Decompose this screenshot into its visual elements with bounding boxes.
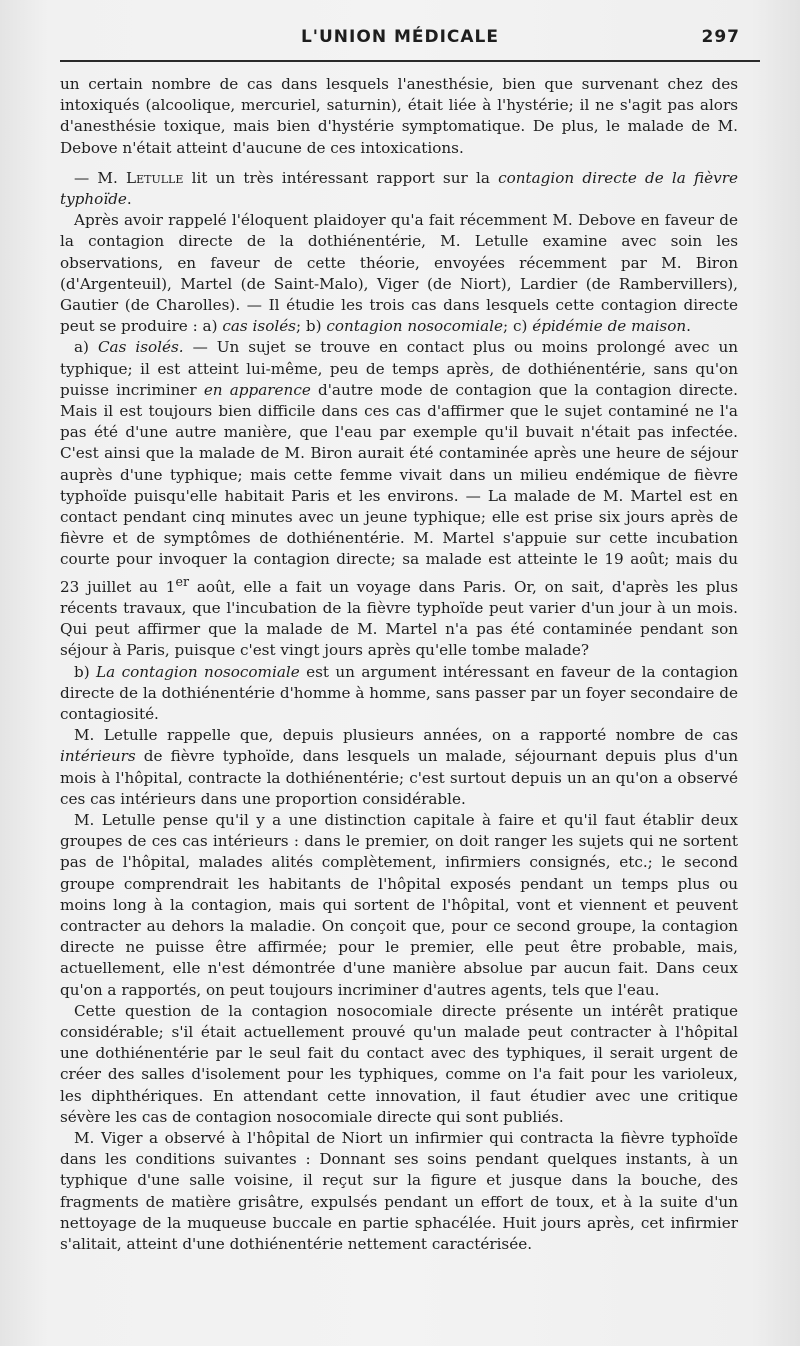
paragraph-isolement: Cette question de la contagion nosocomiale directe présente un intérêt pratique considérable; s'il était actuellement prouvé qu'un malade peut contracter à l'hôpital une dothiénentérie par le seul fait du contact avec des typhiques, il serait urgent de créer des salles d'isolement pour les typhiques, comme on l'a fait pour les varioleux, les diphthériques. En attendant cette innovation, il faut étudier avec une critique sévère les cas de contagion nosocomiale directe qui sont publiés. bbox=[60, 1001, 738, 1126]
paragraph-letulle-report bbox=[60, 168, 738, 210]
report-title: contagion directe de la fièvre typhoïde bbox=[60, 168, 738, 209]
text-segment: ; c) bbox=[503, 317, 533, 336]
ordinal-number: 1 bbox=[165, 577, 176, 596]
section-label: b) bbox=[74, 662, 97, 681]
ordinal-suffix: er bbox=[175, 573, 189, 589]
case-type-c: épidémie de maison bbox=[532, 317, 687, 336]
case-type-b: contagion nosocomiale bbox=[326, 317, 503, 336]
text-segment: août, elle a fait un voyage dans Paris. Or, on sait, d'après les plus récents travaux, que l'incubation de la fièvre typhoïde peut varier d'un jour à un mois. Qui peut affirmer que la malade de M. Martel n'a pas été contaminée pendant son séjour à Paris, puisque c'est vingt jours après qu'elle tombe malade? bbox=[60, 577, 738, 660]
paragraph-cas-interieurs bbox=[60, 725, 738, 810]
section-label: a) bbox=[74, 338, 98, 357]
article-body bbox=[60, 74, 738, 1255]
text-segment: de fièvre typhoïde, dans lesquels un malade, séjournant depuis plus d'un mois à l'hôpital, contracte la dothiénentérie; c'est surtout depuis un an qu'on a observé ces cas intérieurs dans une proportion considérable. bbox=[60, 747, 738, 808]
running-head bbox=[60, 27, 740, 53]
section-heading: Cas isolés. bbox=[97, 338, 184, 357]
text-segment: — Un sujet se trouve en contact plus ou moins prolongé avec un typhique; il est atteint lui-même, peu de temps après, de dothiénentérie, sans qu'on puisse incriminer bbox=[60, 338, 739, 399]
paragraph-deux-groupes: M. Letulle pense qu'il y a une distinction capitale à faire et qu'il faut établir deux groupes de ces cas intérieurs : dans le premier, on doit ranger les sujets qui ne sortent pas de l'hôpital, malades alités complètement, infirmiers consignés, etc.; le second groupe comprendrait les habitants de l'hôpital exposés pendant un temps plus ou moins long à la contagion, mais qui sortent de l'hôpital, vont et viennent et peuvent contracter au dehors la maladie. On conçoit que, pour ce second groupe, la contagion directe ne puisse être affirmée; pour le premier, elle peut être probable, mais, actuellement, elle n'est démontrée d'une manière absolue par aucun fait. Dans ceux qu'on a rapportés, on peut toujours incriminer d'autres agents, tels que l'eau. bbox=[60, 810, 738, 999]
text-segment: est un argument intéressant en faveur de la contagion directe de la dothiénentérie d'homme à homme, sans passer par un foyer secondaire de contagiosité. bbox=[60, 662, 739, 723]
italic-phrase: en apparence bbox=[203, 380, 311, 399]
text-segment: . bbox=[686, 317, 691, 336]
text-segment: ; b) bbox=[295, 317, 327, 336]
paragraph-observations bbox=[60, 210, 738, 337]
paragraph-nosocomiale bbox=[60, 662, 738, 726]
text-segment: Après avoir rappelé l'éloquent plaidoyer qu'a fait récemment M. Debove en faveur de la contagion directe de la dothiénentérie, M. Letulle examine avec soin les observations, en faveur de cette théorie, envoyées récemment par M. Biron (d'Argenteuil), Martel (de Saint-Malo), Viger (de Niort), Lardier (de Rambervillers), Gautier (de Charolles). — Il étudie les trois cas dans lesquels cette contagion directe peut se produire : a) bbox=[60, 211, 738, 336]
text-segment: lit un très intéressant rapport sur la bbox=[183, 168, 499, 187]
paragraph-continuation: un certain nombre de cas dans lesquels l'anesthésie, bien que survenant chez des intoxiqués (alcoolique, mercuriel, saturnin), était liée à l'hystérie; il ne s'agit pas alors d'anesthésie toxique, mais bien d'hystérie symptomatique. De plus, le malade de M. Debove n'était atteint d'aucune de ces intoxications. bbox=[60, 75, 738, 157]
paragraph-viger: M. Viger a observé à l'hôpital de Niort un infirmier qui contracta la fièvre typhoïde dans les conditions suivantes : Donnant ses soins pendant quelques instants, à un typhique d'une salle voisine, il reçut sur la figure et jusque dans la bouche, des fragments de matière grisâtre, expulsés pendant un effort de toux, et à la suite d'un nettoyage de la muqueuse buccale en partie sphacélée. Huit jours après, cet infirmier s'alitait, atteint d'une dothiénentérie nettement caractérisée. bbox=[60, 1129, 738, 1254]
journal-title: L'UNION MÉDICALE bbox=[300, 27, 500, 47]
dash-lead: — M. bbox=[74, 168, 118, 187]
author-name: Letulle bbox=[126, 168, 184, 187]
italic-word: intérieurs bbox=[60, 747, 136, 766]
text-segment: d'autre mode de contagion que la contagion directe. Mais il est toujours bien difficile dans ces cas d'affirmer que le sujet contaminé ne l'a pas été d'une autre manière, que l'eau par exemple qu'il buvait n'était pas infectée. C'est ainsi que la malade de M. Biron aurait été contaminée après une heure de séjour auprès d'une typhique; mais cette femme vivait dans un milieu endémique de fièvre typhoïde puisqu'elle habitait Paris et les environs. — La malade de M. Martel est en contact pendant cinq minutes avec un jeune typhique; elle est prise six jours après de fièvre et de symptômes de dothiénentérie. M. Martel s'appuie sur cette incubation courte pour invoquer la contagion directe; sa malade est atteinte le 19 août; mais du 23 juillet au bbox=[60, 380, 738, 596]
paragraph-cas-isoles bbox=[60, 337, 738, 661]
text-segment: M. Letulle rappelle que, depuis plusieurs années, on a rapporté nombre de cas bbox=[74, 726, 738, 745]
text-segment: . bbox=[126, 190, 132, 209]
case-type-a: cas isolés bbox=[222, 317, 296, 336]
section-heading: La contagion nosocomiale bbox=[96, 662, 300, 681]
page-number: 297 bbox=[701, 27, 740, 47]
header-rule bbox=[60, 60, 760, 62]
